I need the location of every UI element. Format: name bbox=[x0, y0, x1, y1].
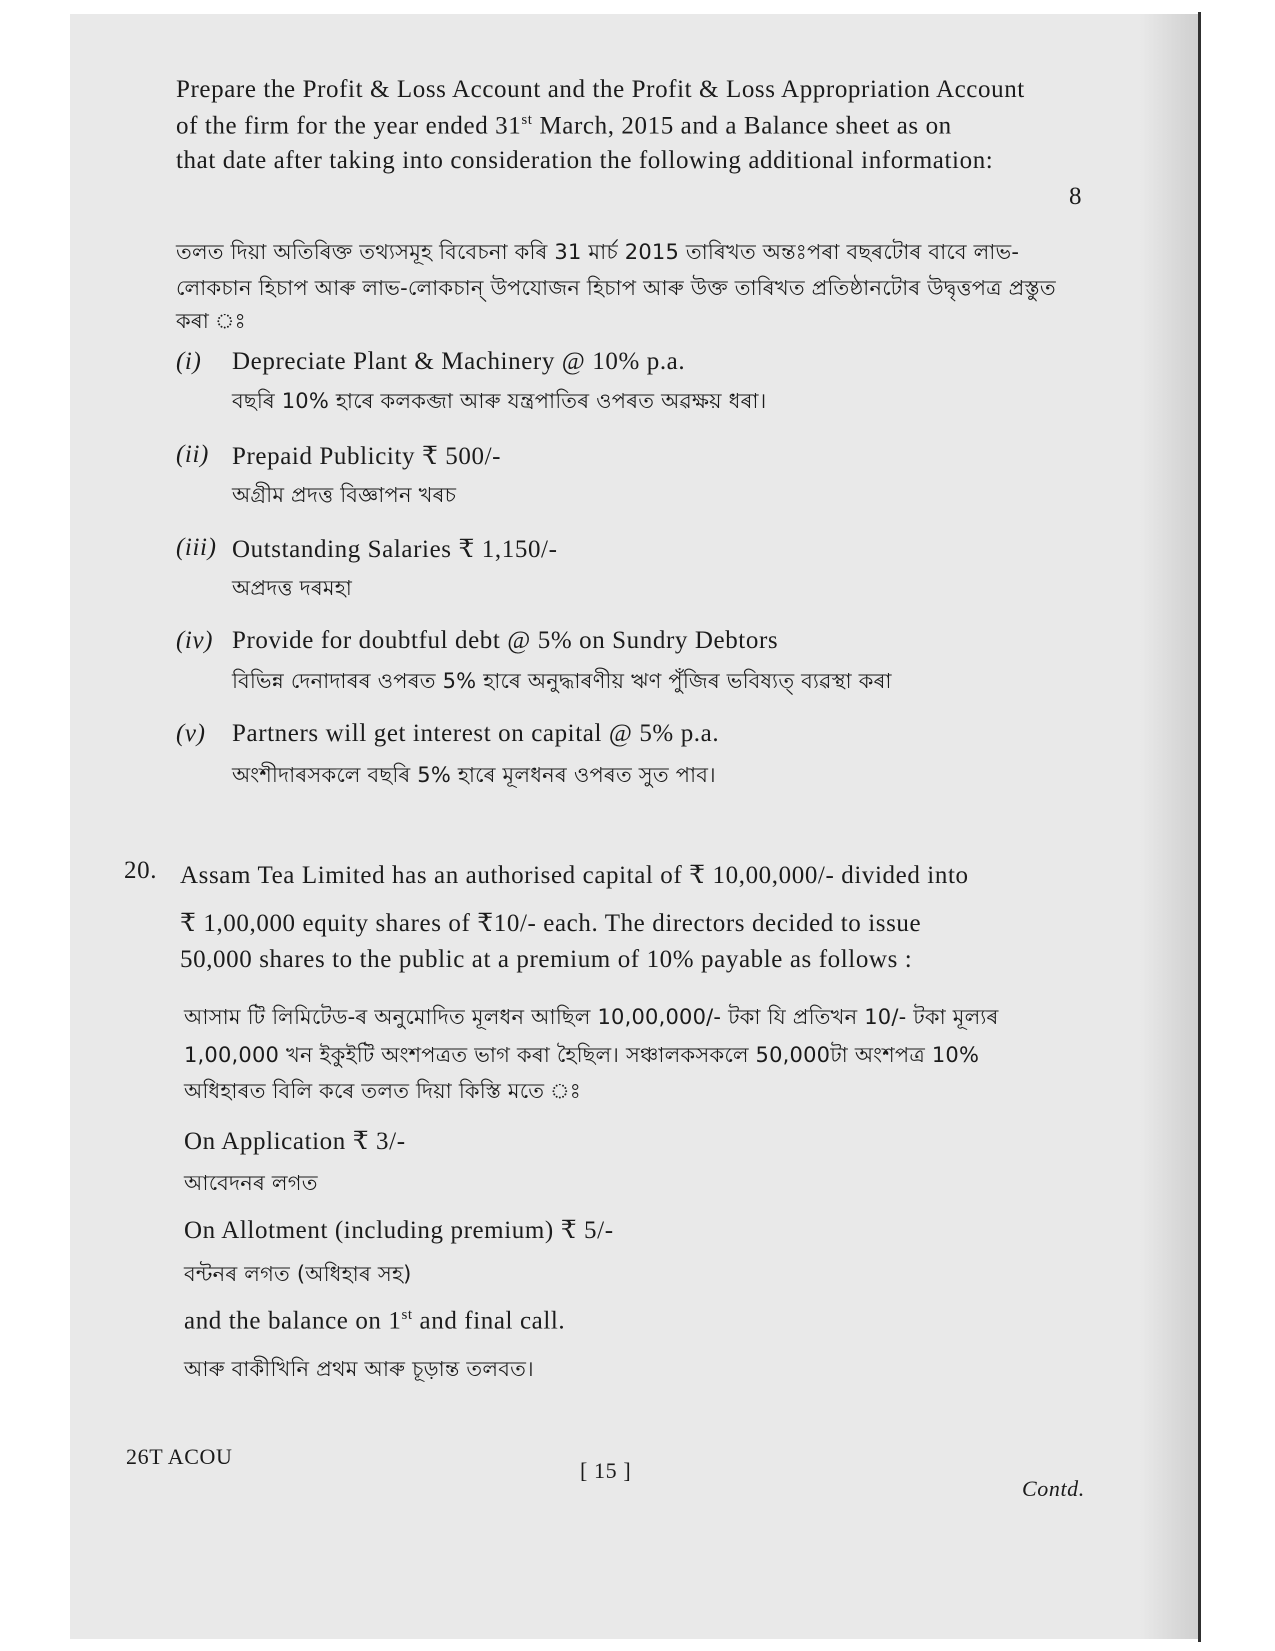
q19-bn-line-2: লোকচান হিচাপ আৰু লাভ-লোকচান্ উপযোজন হিচাপ আৰু উক্ত তাৰিখত প্ৰতিষ্ঠানটোৰ উদ্বৃত্তপত্ৰ প্ৰস্তুত bbox=[176, 276, 1056, 300]
balance-final-call: and the balance on 1st and final call. bbox=[184, 1307, 566, 1335]
balance-final-call-bn: আৰু বাকীখিনি প্ৰথম আৰু চূড়ান্ত তলবত। bbox=[184, 1357, 534, 1381]
page-binding-edge bbox=[1198, 12, 1201, 1642]
item-text-bn: অগ্ৰীম প্ৰদত্ত বিজ্ঞাপন খৰচ bbox=[232, 483, 457, 507]
item-text: Prepaid Publicity ₹ 500/- bbox=[232, 443, 502, 470]
q20-bn-line-3: অধিহাৰত বিলি কৰে তলত দিয়া কিস্তি মতে ঃ bbox=[184, 1079, 582, 1103]
q20-bn-line-2: 1,00,000 খন ইকুইটি অংশপত্ৰত ভাগ কৰা হৈছিল। সঞ্চালকসকলে 50,000টা অংশপত্ৰ 10% bbox=[184, 1043, 980, 1067]
on-allotment-bn: বন্টনৰ লগত (অধিহাৰ সহ) bbox=[184, 1262, 412, 1286]
page-number: [ 15 ] bbox=[580, 1458, 632, 1483]
item-text: Provide for doubtful debt @ 5% on Sundry Debtors bbox=[232, 627, 779, 654]
q20-number: 20. bbox=[124, 857, 158, 884]
item-number: (v) bbox=[176, 720, 206, 747]
item-number: (iii) bbox=[176, 534, 217, 561]
q19-bn-line-3: কৰা ঃ bbox=[176, 309, 246, 333]
q19-line-3: that date after taking into consideration the following additional information: bbox=[176, 147, 994, 174]
item-text-bn: অপ্ৰদত্ত দৰমহা bbox=[232, 576, 353, 600]
paper-code: 26T ACOU bbox=[126, 1444, 233, 1469]
item-text-bn: বছৰি 10% হাৰে কলকব্জা আৰু যন্ত্ৰপাতিৰ ওপৰত অৱক্ষয় ধৰা। bbox=[232, 389, 767, 413]
on-application-bn: আবেদনৰ লগত bbox=[184, 1171, 318, 1195]
item-text: Partners will get interest on capital @ 5% p.a. bbox=[232, 720, 720, 747]
q19-line-2: of the firm for the year ended 31st March, 2015 and a Balance sheet as on bbox=[176, 112, 952, 140]
item-text-bn: বিভিন্ন দেনাদাৰৰ ওপৰত 5% হাৰে অনুদ্ধাৰণীয় ঋণ পুঁজিৰ ভবিষ্যত্ ব্যৱস্থা কৰা bbox=[232, 669, 892, 693]
item-text: Outstanding Salaries ₹ 1,150/- bbox=[232, 536, 558, 563]
page-edge-shadow bbox=[1140, 14, 1198, 1639]
on-allotment: On Allotment (including premium) ₹ 5/- bbox=[184, 1217, 614, 1244]
item-number: (ii) bbox=[176, 441, 209, 468]
q19-bn-line-1: তলত দিয়া অতিৰিক্ত তথ্যসমূহ বিবেচনা কৰি 31 মাৰ্চ 2015 তাৰিখত অন্তঃপৰা বছৰটোৰ বাবে লাভ- bbox=[176, 240, 1020, 264]
q19-line-1: Prepare the Profit & Loss Account and the Profit & Loss Appropriation Account bbox=[176, 76, 1025, 103]
item-text-bn: অংশীদাৰসকলে বছৰি 5% হাৰে মূলধনৰ ওপৰত সুত পাব। bbox=[232, 763, 716, 787]
q20-line-2: ₹ 1,00,000 equity shares of ₹10/- each. The directors decided to issue bbox=[180, 910, 922, 937]
q20-bn-line-1: আসাম টি লিমিটেড-ৰ অনুমোদিত মূলধন আছিল 10,00,000/- টকা যি প্ৰতিখন 10/- টকা মূল্যৰ bbox=[184, 1005, 999, 1029]
item-text: Depreciate Plant & Machinery @ 10% p.a. bbox=[232, 348, 686, 375]
continued-label: Contd. bbox=[1022, 1476, 1085, 1501]
on-application: On Application ₹ 3/- bbox=[184, 1128, 406, 1155]
item-number: (iv) bbox=[176, 627, 214, 654]
q19-marks: 8 bbox=[1069, 183, 1083, 210]
q20-line-3: 50,000 shares to the public at a premium of 10% payable as follows : bbox=[180, 946, 913, 973]
item-number: (i) bbox=[176, 348, 202, 375]
q20-line-1: Assam Tea Limited has an authorised capital of ₹ 10,00,000/- divided into bbox=[180, 862, 969, 889]
